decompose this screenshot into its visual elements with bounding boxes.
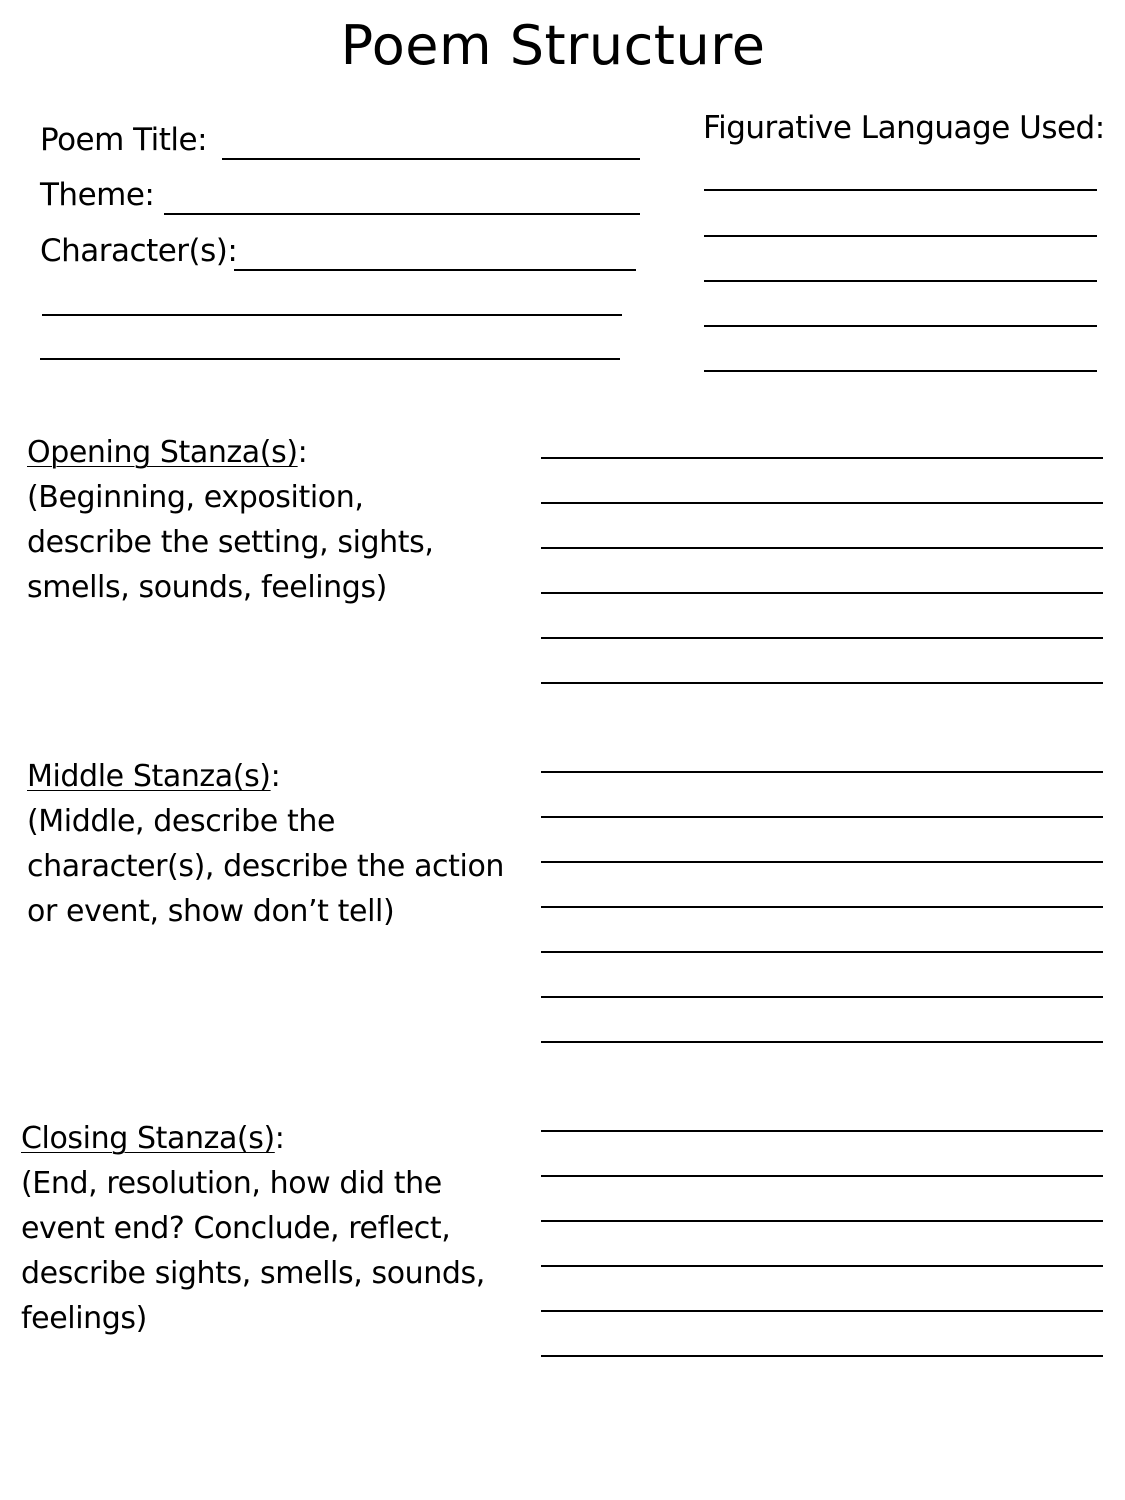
opening-stanza-section xyxy=(27,430,434,610)
middle-stanza-section xyxy=(27,754,504,934)
closing-stanza-desc-1: (End, resolution, how did the xyxy=(21,1166,442,1201)
characters-blank-2[interactable] xyxy=(42,314,622,316)
closing-blank-4[interactable] xyxy=(541,1265,1103,1267)
middle-stanza-colon: : xyxy=(270,759,281,794)
opening-blank-6[interactable] xyxy=(541,682,1103,684)
figurative-blank-3[interactable] xyxy=(704,280,1097,282)
opening-stanza-colon: : xyxy=(297,435,308,470)
figurative-blank-1[interactable] xyxy=(704,189,1097,191)
figurative-language-label: Figurative Language Used: xyxy=(703,110,1105,146)
closing-stanza-section xyxy=(21,1116,485,1341)
opening-blank-3[interactable] xyxy=(541,547,1103,549)
closing-stanza-heading: Closing Stanza(s) xyxy=(21,1121,275,1156)
closing-blank-3[interactable] xyxy=(541,1220,1103,1222)
characters-blank[interactable] xyxy=(234,269,636,271)
middle-blank-3[interactable] xyxy=(541,861,1103,863)
middle-blank-7[interactable] xyxy=(541,1041,1103,1043)
middle-blank-1[interactable] xyxy=(541,771,1103,773)
opening-stanza-desc-1: (Beginning, exposition, xyxy=(27,480,364,515)
middle-stanza-desc-1: (Middle, describe the xyxy=(27,804,336,839)
middle-stanza-desc-3: or event, show don’t tell) xyxy=(27,894,395,929)
page-title: Poem Structure xyxy=(340,14,766,77)
closing-stanza-heading-row xyxy=(21,1116,485,1161)
opening-blank-2[interactable] xyxy=(541,502,1103,504)
middle-stanza-heading-row xyxy=(27,754,504,799)
opening-stanza-desc-2: describe the setting, sights, xyxy=(27,525,434,560)
figurative-blank-5[interactable] xyxy=(704,370,1097,372)
theme-blank[interactable] xyxy=(164,213,640,215)
closing-blank-6[interactable] xyxy=(541,1355,1103,1357)
closing-stanza-desc-2: event end? Conclude, reflect, xyxy=(21,1211,451,1246)
poem-title-blank[interactable] xyxy=(222,158,640,160)
opening-blank-5[interactable] xyxy=(541,637,1103,639)
middle-blank-6[interactable] xyxy=(541,996,1103,998)
closing-stanza-desc-3: describe sights, smells, sounds, xyxy=(21,1256,485,1291)
closing-blank-5[interactable] xyxy=(541,1310,1103,1312)
middle-stanza-heading: Middle Stanza(s) xyxy=(27,759,271,794)
figurative-blank-2[interactable] xyxy=(704,235,1097,237)
opening-stanza-heading-row xyxy=(27,430,434,475)
opening-stanza-desc-3: smells, sounds, feelings) xyxy=(27,570,387,605)
closing-stanza-colon: : xyxy=(274,1121,285,1156)
opening-blank-4[interactable] xyxy=(541,592,1103,594)
middle-blank-5[interactable] xyxy=(541,951,1103,953)
middle-stanza-desc-2: character(s), describe the action xyxy=(27,849,505,884)
opening-blank-1[interactable] xyxy=(541,457,1103,459)
characters-label: Character(s): xyxy=(40,233,238,269)
theme-label: Theme: xyxy=(40,177,155,213)
middle-blank-2[interactable] xyxy=(541,816,1103,818)
poem-title-label: Poem Title: xyxy=(40,122,208,158)
figurative-blank-4[interactable] xyxy=(704,325,1097,327)
characters-blank-3[interactable] xyxy=(40,358,620,360)
middle-blank-4[interactable] xyxy=(541,906,1103,908)
opening-stanza-heading: Opening Stanza(s) xyxy=(27,435,298,470)
closing-blank-2[interactable] xyxy=(541,1175,1103,1177)
closing-blank-1[interactable] xyxy=(541,1130,1103,1132)
closing-stanza-desc-4: feelings) xyxy=(21,1301,147,1336)
